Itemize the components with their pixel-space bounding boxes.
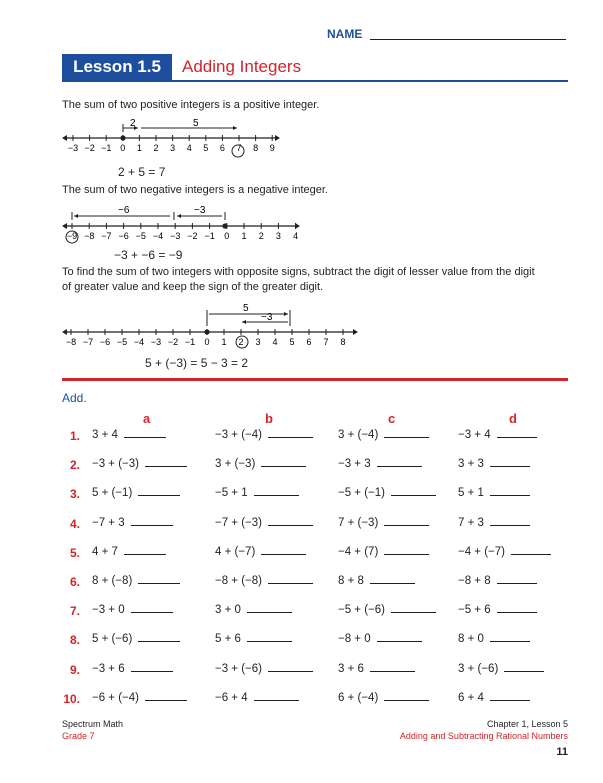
problem-item (338, 517, 429, 529)
problem-expression: 6 + (−4) (338, 691, 379, 704)
problem-expression: −8 + 0 (338, 633, 371, 646)
problem-item (92, 633, 180, 645)
row-number: 7. (69, 604, 80, 619)
problem-item (92, 575, 180, 587)
problem-expression: 3 + (−4) (338, 429, 379, 441)
row-number: 9. (69, 662, 80, 677)
problem-item (338, 604, 436, 616)
answer-blank[interactable] (384, 554, 429, 555)
problem-expression: 5 + (−6) (92, 633, 133, 646)
problem-item (458, 633, 530, 645)
problem-expression: −5 + 1 (215, 487, 248, 500)
tick-label: −4 (133, 337, 145, 347)
problem-expression: 5 + (−1) (92, 487, 133, 500)
tick-label: −5 (135, 231, 146, 241)
answer-blank[interactable] (370, 583, 415, 584)
tick-label: 2 (238, 337, 244, 347)
problem-expression: 5 + 6 (215, 633, 241, 646)
answer-blank[interactable] (268, 583, 313, 584)
problem-item (92, 546, 166, 558)
problem-item (215, 517, 313, 529)
tick-label: 1 (241, 231, 247, 241)
problem-expression: −6 + 4 (215, 691, 248, 704)
tick-label: −2 (167, 337, 179, 347)
problem-item (92, 663, 173, 675)
problem-item (92, 429, 166, 441)
problem-item (338, 546, 429, 558)
problem-item (338, 575, 415, 587)
equation-3: 5 + (−3) = 5 − 3 = 2 (145, 356, 249, 370)
number-line-1 (62, 118, 282, 163)
tick-label: 3 (275, 231, 281, 241)
problem-item (215, 546, 306, 558)
problem-expression: −4 + (7) (338, 545, 379, 558)
row-number: 10. (63, 691, 80, 706)
answer-blank[interactable] (138, 641, 180, 642)
answer-blank[interactable] (384, 700, 429, 701)
column-c: c (388, 411, 396, 426)
tick-label: 1 (136, 143, 142, 153)
row-number: 1. (69, 429, 80, 443)
problem-expression: 3 + 3 (458, 458, 484, 471)
problem-expression: −4 + (−7) (458, 545, 505, 558)
tick-label: −7 (101, 231, 112, 241)
section-divider (62, 378, 568, 381)
answer-blank[interactable] (247, 612, 292, 613)
answer-blank[interactable] (261, 466, 306, 467)
problem-expression: −8 + 8 (458, 575, 491, 587)
problem-expression: −5 + 6 (458, 604, 491, 617)
nl3-label-neg3: −3 (261, 312, 273, 323)
answer-blank[interactable] (145, 700, 187, 701)
answer-blank[interactable] (268, 525, 313, 526)
problem-expression: 3 + (−3) (215, 458, 256, 471)
tick-label: −6 (99, 337, 111, 347)
answer-blank[interactable] (384, 525, 429, 526)
problem-item (215, 487, 299, 499)
tick-label: 0 (204, 337, 210, 347)
problem-expression: −8 + (−8) (215, 575, 262, 587)
problem-expression: 3 + (−6) (458, 662, 499, 675)
problem-item (458, 663, 544, 675)
problem-item (458, 429, 537, 441)
tick-label: 4 (293, 231, 299, 241)
tick-label: −9 (66, 231, 78, 241)
answer-blank[interactable] (497, 583, 537, 584)
tick-label: −3 (150, 337, 162, 347)
problem-item (458, 692, 530, 704)
tick-label: −1 (101, 143, 112, 153)
answer-blank[interactable] (490, 525, 530, 526)
lesson-badge: Lesson 1.5 (62, 54, 172, 80)
problem-expression: −3 + 4 (458, 429, 491, 441)
tick-label: 5 (289, 337, 295, 347)
problem-item (215, 663, 313, 675)
title-rule (62, 80, 568, 82)
column-a: a (143, 411, 151, 426)
nl1-label-5: 5 (193, 118, 199, 129)
tick-label: −3 (67, 143, 79, 153)
answer-blank[interactable] (377, 641, 422, 642)
answer-blank[interactable] (490, 466, 530, 467)
problem-expression: 8 + 8 (338, 575, 364, 587)
page-number: 11 (556, 746, 568, 758)
tick-label: −1 (204, 231, 215, 241)
problem-item (92, 458, 187, 470)
problem-item (338, 663, 415, 675)
answer-blank[interactable] (254, 700, 299, 701)
problem-expression: −3 + 6 (92, 662, 125, 675)
tick-label: 2 (153, 143, 159, 153)
answer-blank[interactable] (138, 495, 180, 496)
tick-label: −2 (84, 143, 95, 153)
answer-blank[interactable] (391, 612, 436, 613)
answer-blank[interactable] (268, 671, 313, 672)
answer-blank[interactable] (131, 612, 173, 613)
answer-blank[interactable] (268, 437, 313, 438)
answer-blank[interactable] (490, 495, 530, 496)
tick-label: −5 (116, 337, 128, 347)
row-number: 2. (69, 458, 80, 473)
name-label: NAME (327, 27, 363, 41)
tick-label: −3 (170, 231, 181, 241)
name-line[interactable] (370, 39, 566, 40)
footer-topic: Adding and Subtracting Rational Numbers (399, 731, 568, 741)
answer-blank[interactable] (145, 466, 187, 467)
tick-label: 5 (203, 143, 209, 153)
tick-label: 3 (170, 143, 176, 153)
tick-label: −8 (65, 337, 77, 347)
problem-expression: −3 + (−6) (215, 662, 262, 675)
tick-label: 4 (272, 337, 278, 347)
problem-item (215, 604, 292, 616)
problem-expression: −5 + (−1) (338, 487, 385, 500)
problem-expression: 7 + (−3) (338, 516, 379, 529)
nl2-label-6: −6 (118, 205, 130, 216)
problem-item (338, 487, 436, 499)
problem-expression: −3 + 0 (92, 604, 125, 617)
footer-grade: Grade 7 (62, 731, 95, 741)
tick-label: 2 (258, 231, 264, 241)
answer-blank[interactable] (391, 495, 436, 496)
rule-positive: The sum of two positive integers is a positive integer. (62, 99, 320, 111)
rule-opposite-2: of greater value and keep the sign of the greater digit. (62, 281, 324, 293)
problem-item (215, 633, 292, 645)
answer-blank[interactable] (254, 495, 299, 496)
answer-blank[interactable] (504, 671, 544, 672)
problem-expression: −3 + (−3) (92, 458, 139, 471)
problem-item (215, 692, 299, 704)
tick-label: 8 (253, 143, 259, 153)
answer-blank[interactable] (511, 554, 551, 555)
answer-blank[interactable] (124, 437, 166, 438)
problem-item (338, 692, 429, 704)
problem-item (215, 575, 313, 587)
problem-expression: 3 + 6 (338, 662, 364, 675)
problem-expression: 8 + 0 (458, 633, 484, 646)
instruction: Add. (62, 391, 87, 405)
nl2-label-3: −3 (194, 205, 206, 216)
rule-negative: The sum of two negative integers is a negative integer. (62, 184, 328, 196)
problem-expression: 3 + 4 (92, 429, 118, 441)
tick-label: 6 (306, 337, 312, 347)
column-b: b (265, 411, 273, 426)
problem-expression: 4 + 7 (92, 545, 118, 558)
row-number: 8. (69, 633, 80, 648)
tick-label: −7 (82, 337, 94, 347)
answer-blank[interactable] (124, 554, 166, 555)
problem-item (338, 458, 422, 470)
nl3-label-5: 5 (243, 303, 249, 314)
tick-label: −4 (152, 231, 164, 241)
problem-expression: −3 + 3 (338, 458, 371, 471)
equation-2: −3 + −6 = −9 (114, 248, 183, 262)
problem-expression: −7 + 3 (92, 516, 125, 529)
tick-label: 9 (269, 143, 275, 153)
problem-item (458, 517, 530, 529)
problem-expression: −7 + (−3) (215, 516, 262, 529)
row-number: 6. (69, 575, 80, 589)
problem-item (92, 604, 173, 616)
answer-blank[interactable] (497, 437, 537, 438)
problem-item (338, 633, 422, 645)
problem-item (92, 517, 173, 529)
problem-item (458, 487, 530, 499)
answer-blank[interactable] (131, 671, 173, 672)
tick-label: 3 (255, 337, 261, 347)
tick-label: 7 (323, 337, 329, 347)
problem-expression: 6 + 4 (458, 691, 484, 704)
problem-item (458, 604, 537, 616)
problem-item (458, 546, 551, 558)
problem-expression: 7 + 3 (458, 516, 484, 529)
problem-expression: 4 + (−7) (215, 545, 256, 558)
problem-expression: −5 + (−6) (338, 604, 385, 617)
tick-label: −8 (84, 231, 95, 241)
answer-blank[interactable] (497, 612, 537, 613)
answer-blank[interactable] (261, 554, 306, 555)
answer-blank[interactable] (490, 641, 530, 642)
answer-blank[interactable] (377, 466, 422, 467)
problem-item (458, 458, 530, 470)
tick-label: 0 (224, 231, 230, 241)
problem-item (215, 458, 306, 470)
rule-opposite-1: To find the sum of two integers with opposite signs, subtract the digit of lesser value from the digit (62, 266, 535, 278)
number-line-3 (62, 300, 362, 350)
tick-label: −1 (184, 337, 196, 347)
tick-label: 0 (120, 143, 126, 153)
tick-label: −2 (187, 231, 198, 241)
problem-expression: 5 + 1 (458, 487, 484, 500)
answer-blank[interactable] (247, 641, 292, 642)
problem-item (458, 575, 537, 587)
footer-series: Spectrum Math (62, 719, 124, 729)
answer-blank[interactable] (131, 525, 173, 526)
row-number: 4. (69, 516, 80, 531)
problem-expression: −6 + (−4) (92, 691, 139, 704)
problem-expression: −3 + (−4) (215, 429, 262, 441)
problem-item (338, 429, 429, 441)
answer-blank[interactable] (138, 583, 180, 584)
nl1-label-2: 2 (130, 118, 136, 129)
column-d: d (509, 411, 517, 426)
tick-label: 7 (236, 143, 242, 153)
tick-label: 6 (219, 143, 225, 153)
tick-label: 4 (186, 143, 192, 153)
problem-expression: 3 + 0 (215, 604, 241, 617)
row-number: 5. (69, 545, 80, 560)
lesson-title: Adding Integers (182, 57, 302, 76)
answer-blank[interactable] (384, 437, 429, 438)
problem-item (215, 429, 313, 441)
problem-item (92, 692, 187, 704)
answer-blank[interactable] (490, 700, 530, 701)
number-line-2 (62, 202, 302, 247)
equation-1: 2 + 5 = 7 (118, 165, 166, 179)
answer-blank[interactable] (370, 671, 415, 672)
problem-item (92, 487, 180, 499)
footer-chapter: Chapter 1, Lesson 5 (486, 719, 568, 729)
row-number: 3. (69, 487, 80, 502)
tick-label: 1 (221, 337, 227, 347)
tick-label: 8 (340, 337, 346, 347)
tick-label: −6 (118, 231, 129, 241)
problem-expression: 8 + (−8) (92, 575, 133, 587)
